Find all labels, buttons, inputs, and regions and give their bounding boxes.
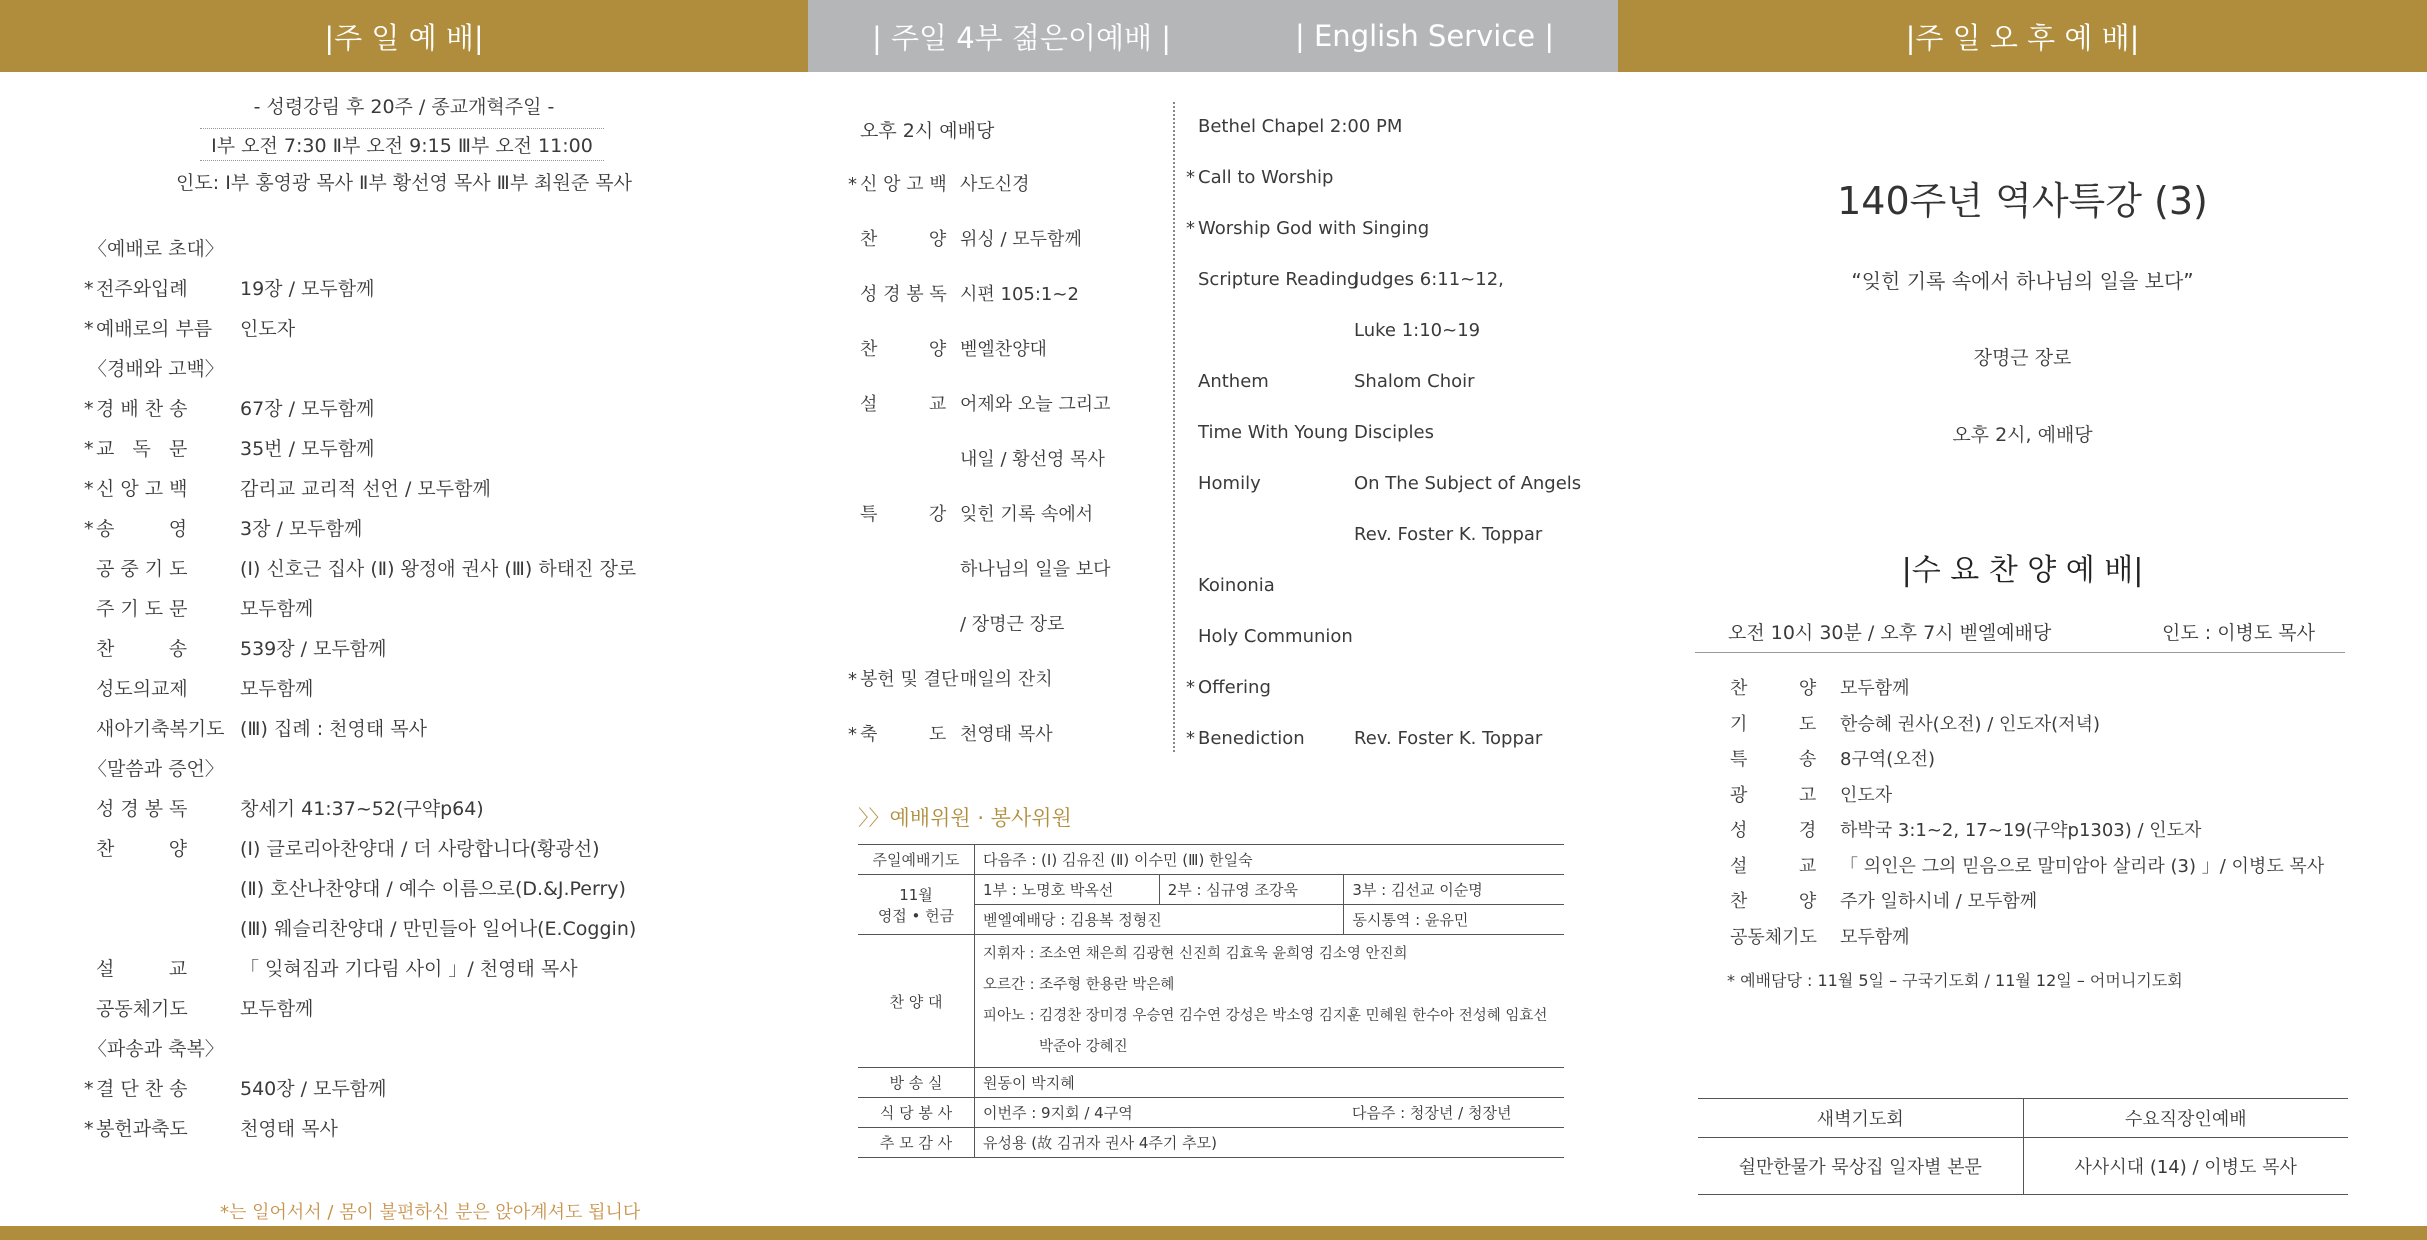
english-order-item xyxy=(1186,218,1430,239)
english-order-item xyxy=(1186,575,1354,596)
item-value: 벧엘찬양대 xyxy=(960,339,1047,360)
volunteers-table xyxy=(858,844,1564,1158)
english-order-item xyxy=(1186,371,1475,392)
required-star: * xyxy=(84,278,94,300)
item-value: Rev. Foster K. Toppar xyxy=(1354,728,1543,749)
item-label: 광 고 xyxy=(1730,784,1817,806)
item-label: 결 단 찬 송 xyxy=(96,1078,188,1100)
choir-piano-cont: 박준아 강혜진 xyxy=(1039,1039,1128,1055)
sunday-order-item xyxy=(84,914,636,941)
english-order-item xyxy=(1186,626,1354,647)
required-star: * xyxy=(84,398,94,420)
required-star: * xyxy=(84,438,94,460)
table-row xyxy=(858,935,1564,1068)
english-order-item xyxy=(1186,473,1581,494)
item-value: 「 의인은 그의 믿음으로 말미암아 살리라 (3) 」/ 이병도 목사 xyxy=(1840,855,2325,877)
english-order-item xyxy=(1186,116,1403,137)
item-label: 축 도 xyxy=(860,724,947,745)
required-star: * xyxy=(1186,218,1195,239)
sunday-order-item xyxy=(84,554,636,581)
item-label: 성 경 xyxy=(1730,820,1817,841)
lecture-speaker: 장명근 장로 xyxy=(1973,347,2072,369)
required-star: * xyxy=(84,318,94,340)
table-cell: 동시통역 : 윤유민 xyxy=(1344,905,1564,935)
sunday-order-item xyxy=(84,594,313,621)
wednesday-order-item xyxy=(1730,674,1910,700)
youth-order-item xyxy=(848,610,1064,636)
item-value: (Ⅰ) 글로리아찬양대 / 더 사랑합니다(황광선) xyxy=(240,838,600,860)
wednesday-order-item xyxy=(1730,887,2037,913)
item-value: 하박국 3:1~2, 17~19(구약p1303) / 인도자 xyxy=(1840,820,2202,841)
sunday-order-item xyxy=(84,434,374,461)
item-label: 신 앙 고 백 xyxy=(96,478,188,500)
item-label: Time With Young Disciples xyxy=(1198,422,1434,443)
item-label: 공동체기도 xyxy=(1730,926,1817,948)
sunday-order-item xyxy=(84,634,387,661)
item-label: 성 경 봉 독 xyxy=(860,284,947,305)
sunday-order-item xyxy=(84,834,599,861)
item-value: (Ⅲ) 웨슬리찬양대 / 만민들아 일어나(E.Coggin) xyxy=(240,918,637,940)
bottom-table xyxy=(1698,1098,2348,1195)
table-row xyxy=(858,1098,1564,1128)
item-value: 내일 / 황선영 목사 xyxy=(960,449,1105,470)
table-cell-label: 식 당 봉 사 xyxy=(858,1098,975,1128)
sunday-order-item xyxy=(84,714,427,741)
english-order-item xyxy=(1186,422,1434,443)
item-value: 8구역(오전) xyxy=(1840,749,1936,770)
english-order-item xyxy=(1186,320,1480,341)
required-star: * xyxy=(848,724,857,745)
table-cell: 다음주 : 청장년 / 청장년 xyxy=(1344,1098,1564,1128)
wednesday-title: |수 요 찬 양 예 배| xyxy=(1901,553,2144,588)
header-bar-afternoon xyxy=(1618,0,2427,72)
item-label: 찬 양 xyxy=(860,339,947,360)
item-label: 경 배 찬 송 xyxy=(96,398,188,420)
sunday-order-item xyxy=(84,514,362,541)
item-value: 한승혜 권사(오전) / 인도자(저녁) xyxy=(1840,713,2100,735)
offering-label: 11월 영접 • 헌금 xyxy=(877,885,955,925)
wednesday-order-item xyxy=(1730,852,2324,878)
footer-bar xyxy=(0,1226,2427,1240)
item-value: / 장명근 장로 xyxy=(960,614,1065,635)
wednesday-order-item xyxy=(1730,816,2201,842)
table-head: 새벽기도회 xyxy=(1698,1099,2023,1138)
item-label: 공동체기도 xyxy=(96,998,188,1020)
item-value: (Ⅱ) 호산나찬양대 / 예수 이름으로(D.&J.Perry) xyxy=(240,878,626,900)
header-title-english: | English Service | xyxy=(1295,19,1555,53)
lecture-time: 오후 2시, 예배당 xyxy=(1952,424,2093,446)
item-label: 설 교 xyxy=(96,958,188,980)
sunday-order-item xyxy=(84,674,313,701)
item-label: 봉헌 및 결단 xyxy=(860,669,959,690)
volunteers-title: 〉〉예배위원 · 봉사위원 xyxy=(858,806,1072,830)
item-value: 인도자 xyxy=(240,318,296,340)
sunday-subtitle: - 성령강림 후 20주 / 종교개혁주일 - xyxy=(253,96,555,118)
table-cell: 사사시대 (14) / 이병도 목사 xyxy=(2023,1138,2348,1195)
sunday-order-item xyxy=(84,954,578,981)
lecture-title: 140주년 역사특강 (3) xyxy=(1837,179,2208,223)
item-label: 성 경 봉 독 xyxy=(96,798,188,820)
table-cell-label: 방 송 실 xyxy=(858,1068,975,1098)
required-star: * xyxy=(84,1078,94,1100)
sunday-order-item xyxy=(76,1034,224,1061)
required-star: * xyxy=(84,518,94,540)
item-value: 19장 / 모두함께 xyxy=(240,278,375,300)
required-star: * xyxy=(848,174,857,195)
item-value: 모두함께 xyxy=(240,598,314,620)
item-value: 감리교 교리적 선언 / 모두함께 xyxy=(240,478,491,500)
item-label: Bethel Chapel 2:00 PM xyxy=(1198,116,1403,137)
wednesday-time-row xyxy=(1695,616,2345,653)
wednesday-time: 오전 10시 30분 / 오후 7시 벧엘예배당 xyxy=(1728,622,2052,644)
item-label: 기 도 xyxy=(1730,713,1817,735)
item-value: (Ⅲ) 집례 : 천영태 목사 xyxy=(240,718,427,740)
header-bar-sunday xyxy=(0,0,808,72)
item-value: (Ⅰ) 신호근 집사 (Ⅱ) 왕정애 권사 (Ⅲ) 하태진 장로 xyxy=(240,558,637,580)
youth-order-item xyxy=(848,335,1047,361)
table-cell: 쉴만한물가 묵상집 일자별 본문 xyxy=(1698,1138,2023,1195)
required-star: * xyxy=(1186,728,1195,749)
choir-conductors: 지휘자 : 조소연 채은희 김광현 신진희 김효욱 윤희영 김소영 안진희 xyxy=(983,946,1408,962)
section-heading: 〈경배와 고백〉 xyxy=(88,358,224,380)
sunday-order-item xyxy=(84,994,313,1021)
item-label: 설 교 xyxy=(1730,855,1817,877)
item-value: 모두함께 xyxy=(240,678,314,700)
wednesday-leader: 인도 : 이병도 목사 xyxy=(2162,622,2315,644)
youth-order-item xyxy=(848,555,1111,581)
english-order-item xyxy=(1186,269,1504,290)
header-title-sunday: |주 일 예 배| xyxy=(324,20,484,55)
item-value: 인도자 xyxy=(1840,784,1893,806)
item-value: Luke 1:10~19 xyxy=(1354,320,1481,341)
header-title-afternoon: |주 일 오 후 예 배| xyxy=(1905,20,2140,55)
sunday-order-item xyxy=(84,314,295,341)
table-row xyxy=(858,875,1564,905)
item-value: 매일의 잔치 xyxy=(960,669,1053,690)
youth-order-item xyxy=(848,225,1082,251)
sunday-leaders: 인도: Ⅰ부 홍영광 목사 Ⅱ부 황선영 목사 Ⅲ부 최원준 목사 xyxy=(176,172,632,194)
sunday-order-item xyxy=(76,754,224,781)
item-value: 시편 105:1~2 xyxy=(960,284,1079,305)
required-star: * xyxy=(1186,677,1195,698)
item-label: Benediction xyxy=(1198,728,1305,749)
item-value: 위싱 / 모두함께 xyxy=(960,229,1082,250)
required-star: * xyxy=(84,478,94,500)
choir-organ: 오르간 : 조주형 한용란 박은혜 xyxy=(983,977,1175,993)
table-cell: 1부 : 노명호 박옥선 xyxy=(975,875,1160,905)
item-label: 주 기 도 문 xyxy=(96,598,188,620)
item-value: 천영태 목사 xyxy=(240,1118,338,1140)
section-heading: 〈예배로 초대〉 xyxy=(88,238,224,260)
item-value: 천영태 목사 xyxy=(960,724,1053,745)
item-label: 특 강 xyxy=(860,504,947,525)
column-divider xyxy=(1173,102,1175,752)
item-label: Homily xyxy=(1198,473,1261,494)
table-cell-label xyxy=(858,875,975,935)
item-label: Holy Communion xyxy=(1198,626,1353,647)
section-heading: 〈말씀과 증언〉 xyxy=(88,758,224,780)
required-star: * xyxy=(848,669,857,690)
item-label: 성도의교제 xyxy=(96,678,188,700)
table-cell: 원동이 박지혜 xyxy=(975,1068,1565,1098)
wednesday-note: * 예배담당 : 11월 5일 – 구국기도회 / 11월 12일 – 어머니기도회 xyxy=(1727,971,2183,990)
table-cell-label: 찬 양 대 xyxy=(858,935,975,1068)
sunday-order-item xyxy=(84,1114,338,1141)
english-order-item xyxy=(1186,728,1542,749)
item-value: 모두함께 xyxy=(1840,678,1910,699)
item-label: 송 영 xyxy=(96,518,188,540)
table-cell: 다음주 : (Ⅰ) 김유진 (Ⅱ) 이수민 (Ⅲ) 한일숙 xyxy=(975,845,1565,875)
item-label: 교 독 문 xyxy=(96,438,188,460)
item-value: 3장 / 모두함께 xyxy=(240,518,363,540)
youth-order-item xyxy=(848,665,1053,691)
item-value: Shalom Choir xyxy=(1354,371,1475,392)
item-value: 주가 일하시네 / 모두함께 xyxy=(1840,891,2038,912)
item-label: 찬 양 xyxy=(96,838,188,860)
table-cell: 2부 : 심규영 조강욱 xyxy=(1159,875,1344,905)
sunday-order-item xyxy=(84,274,374,301)
table-cell-label: 추 모 감 사 xyxy=(858,1128,975,1158)
item-label: 찬 양 xyxy=(1730,891,1817,912)
table-cell xyxy=(975,935,1565,1068)
item-value: 어제와 오늘 그리고 xyxy=(960,394,1111,415)
table-cell-label: 주일예배기도 xyxy=(858,845,975,875)
youth-order-item xyxy=(848,720,1053,746)
youth-order-item xyxy=(848,280,1079,306)
youth-order-item xyxy=(848,390,1111,416)
item-value: Rev. Foster K. Toppar xyxy=(1354,524,1543,545)
item-label: 봉헌과축도 xyxy=(96,1118,188,1140)
item-label: 찬 송 xyxy=(96,638,188,660)
item-value: 539장 / 모두함께 xyxy=(240,638,387,660)
item-value: 67장 / 모두함께 xyxy=(240,398,375,420)
item-value: 사도신경 xyxy=(960,174,1030,195)
item-label: Call to Worship xyxy=(1198,167,1334,188)
item-value: 540장 / 모두함께 xyxy=(240,1078,387,1100)
item-value: 「 잊혀짐과 기다림 사이 」/ 천영태 목사 xyxy=(240,958,578,980)
youth-time: 오후 2시 예배당 xyxy=(860,120,995,142)
table-cell: 3부 : 김선교 이순명 xyxy=(1344,875,1564,905)
header-title-youth: | 주일 4부 젊은이예배 | xyxy=(872,20,1171,55)
table-cell: 이번주 : 9지회 / 4구역 xyxy=(975,1098,1344,1128)
table-row xyxy=(1698,1099,2348,1138)
table-row xyxy=(858,845,1564,875)
sunday-order-item xyxy=(76,234,224,261)
sunday-times: Ⅰ부 오전 7:30 Ⅱ부 오전 9:15 Ⅲ부 오전 11:00 xyxy=(200,128,604,161)
item-label: 전주와입례 xyxy=(96,278,188,300)
table-row xyxy=(1698,1138,2348,1195)
youth-order-item xyxy=(848,445,1105,471)
wednesday-order-item xyxy=(1730,923,1910,949)
item-label: 설 교 xyxy=(860,394,947,415)
sunday-order-item xyxy=(84,1074,387,1101)
required-star: * xyxy=(1186,167,1195,188)
item-value: 잊힌 기록 속에서 xyxy=(960,504,1094,525)
table-row xyxy=(858,1068,1564,1098)
wednesday-order-item xyxy=(1730,710,2100,736)
required-star: * xyxy=(84,1118,94,1140)
wednesday-order-item xyxy=(1730,781,1892,807)
item-value: Judges 6:11~12, xyxy=(1354,269,1504,290)
item-label: 공 중 기 도 xyxy=(96,558,188,580)
item-label: 찬 양 xyxy=(860,229,947,250)
sunday-order-item xyxy=(76,354,224,381)
youth-order-item xyxy=(848,500,1093,526)
item-label: 예배로의 부름 xyxy=(96,318,213,340)
english-order-item xyxy=(1186,167,1354,188)
sunday-order-item xyxy=(84,794,484,821)
sunday-order-item xyxy=(84,394,374,421)
sunday-order-item xyxy=(84,874,626,901)
item-label: Worship God with Singing xyxy=(1198,218,1430,239)
lecture-subtitle: “잊힌 기록 속에서 하나님의 일을 보다” xyxy=(1851,269,2194,293)
item-value: 35번 / 모두함께 xyxy=(240,438,375,460)
item-label: 특 송 xyxy=(1730,749,1817,770)
section-heading: 〈파송과 축복〉 xyxy=(88,1038,224,1060)
header-bar-youth-english xyxy=(808,0,1618,72)
item-value: 하나님의 일을 보다 xyxy=(960,559,1111,580)
item-label: 신 앙 고 백 xyxy=(860,174,947,195)
item-value: 모두함께 xyxy=(240,998,314,1020)
item-label: 찬 양 xyxy=(1730,678,1817,699)
choir-piano: 피아노 : 김경찬 장미경 우승연 김수연 강성은 박소영 김지훈 민혜원 한수아 전성혜 임효선 xyxy=(983,1008,1548,1024)
item-value: 창세기 41:37~52(구약p64) xyxy=(240,798,484,820)
table-cell: 벧엘예배당 : 김용복 정형진 xyxy=(975,905,1344,935)
item-value: 모두함께 xyxy=(1840,926,1910,948)
item-label: Koinonia xyxy=(1198,575,1275,596)
sunday-footnote: *는 일어서서 / 몸이 불편하신 분은 앉아계셔도 됩니다 xyxy=(220,1202,641,1223)
table-head: 수요직장인예배 xyxy=(2023,1099,2348,1138)
sunday-order-item xyxy=(84,474,491,501)
item-value: On The Subject of Angels xyxy=(1354,473,1582,494)
youth-order-item xyxy=(848,170,1030,196)
item-label: Scripture Reading xyxy=(1198,269,1359,290)
item-label: Offering xyxy=(1198,677,1271,698)
english-order-item xyxy=(1186,524,1542,545)
wednesday-order-item xyxy=(1730,745,1935,771)
english-order-item xyxy=(1186,677,1354,698)
table-row xyxy=(858,1128,1564,1158)
item-label: Anthem xyxy=(1198,371,1269,392)
table-cell: 유성용 (故 김귀자 권사 4주기 추모) xyxy=(975,1128,1565,1158)
item-label: 새아기축복기도 xyxy=(96,718,225,740)
